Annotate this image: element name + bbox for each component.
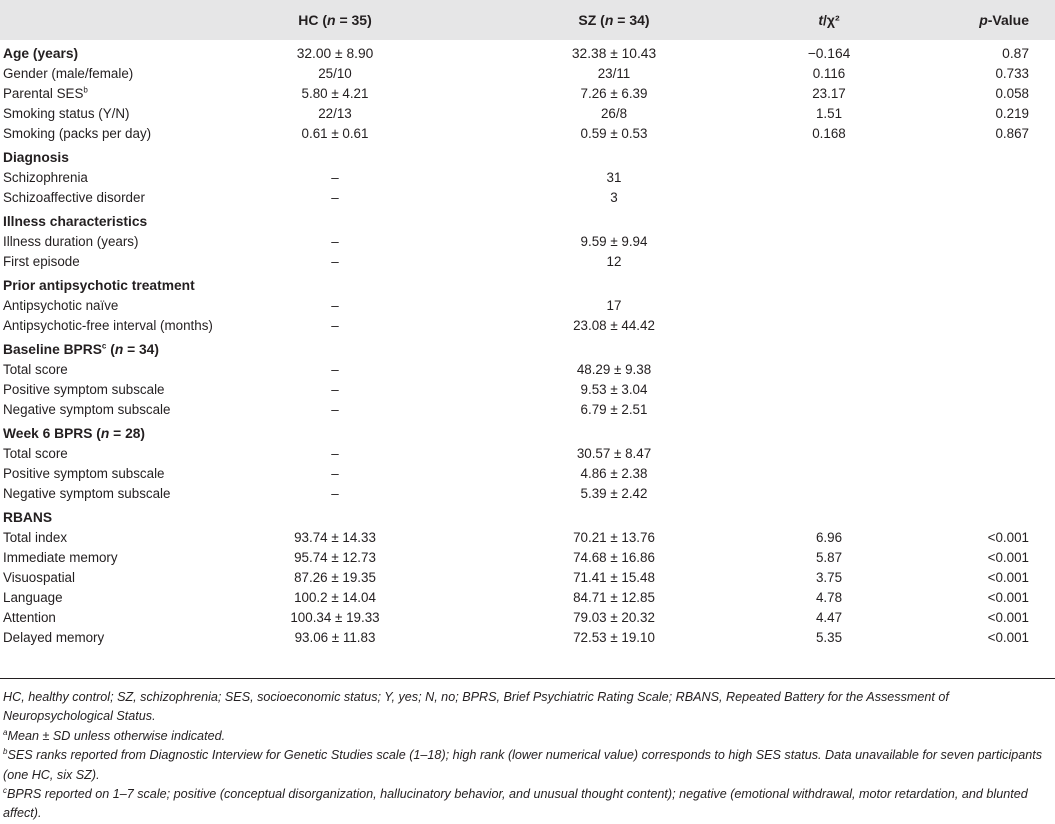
row-label-suffix: ( — [106, 342, 115, 357]
row-label-n: n — [100, 426, 110, 441]
row-label — [3, 316, 213, 336]
hc-value: – — [331, 486, 339, 501]
table-row — [0, 296, 1055, 316]
sz-value: 71.41 ± 15.48 — [573, 570, 655, 585]
section-row — [0, 340, 1055, 360]
row-label-text: Positive symptom subscale — [3, 466, 165, 481]
row-label-text: First episode — [3, 254, 80, 269]
row-label — [3, 400, 170, 420]
table-row — [0, 64, 1055, 84]
sz-value: 23.08 ± 44.42 — [573, 318, 655, 333]
table-row — [0, 444, 1055, 464]
section-heading — [3, 340, 159, 360]
p-value: 0.87 — [1002, 46, 1029, 61]
footnote — [3, 688, 1043, 727]
hc-value: – — [331, 298, 339, 313]
header-hc: HC (n = 35) — [298, 12, 372, 28]
row-label-text: Illness duration (years) — [3, 234, 139, 249]
sz-value: 70.21 ± 13.76 — [573, 530, 655, 545]
row-label — [3, 380, 165, 400]
p-value: <0.001 — [987, 550, 1029, 565]
row-label — [3, 188, 145, 208]
footnote-marker: a — [3, 727, 8, 737]
row-label — [3, 528, 67, 548]
hc-value: – — [331, 402, 339, 417]
row-label-text: Antipsychotic naïve — [3, 298, 119, 313]
hc-value: – — [331, 318, 339, 333]
sz-value: 26/8 — [600, 106, 628, 121]
row-label-text: Parental SES — [3, 86, 84, 101]
sz-value: 3 — [610, 190, 618, 205]
statistic-value: 1.51 — [815, 106, 843, 121]
footnote-text: Mean ± SD unless otherwise indicated. — [7, 728, 226, 743]
row-label — [3, 124, 151, 144]
p-value: <0.001 — [987, 530, 1029, 545]
hc-value: 22/13 — [318, 106, 352, 121]
p-value: <0.001 — [987, 570, 1029, 585]
section-row — [0, 44, 1055, 64]
sz-value: 79.03 ± 20.32 — [573, 610, 655, 625]
statistic-value: 4.47 — [815, 610, 843, 625]
hc-value: – — [331, 254, 339, 269]
p-value: 0.733 — [995, 66, 1029, 81]
table-body — [0, 44, 1055, 648]
hc-value: – — [331, 362, 339, 377]
table-row — [0, 84, 1055, 104]
hc-value: 32.00 ± 8.90 — [296, 46, 374, 61]
row-label-text: Immediate memory — [3, 550, 118, 565]
row-label-text: Total score — [3, 446, 68, 461]
footnote-marker: b — [83, 85, 88, 95]
row-label-suffix: ( — [92, 426, 101, 441]
hc-value: 0.61 ± 0.61 — [301, 126, 369, 141]
statistic-value: −0.164 — [807, 46, 851, 61]
table-row — [0, 188, 1055, 208]
statistic-value: 3.75 — [815, 570, 843, 585]
sz-value: 32.38 ± 10.43 — [571, 46, 657, 61]
hc-value: 95.74 ± 12.73 — [294, 550, 376, 565]
footnote-text: BPRS reported on 1–7 scale; positive (conceptual disorganization, hallucinatory behavior, and unusual thought content); negative (emotional withdrawal, motor retardation, and blunted affect). — [3, 787, 1028, 821]
statistic-value: 6.96 — [815, 530, 843, 545]
section-heading — [3, 44, 78, 64]
statistic-value: 5.87 — [815, 550, 843, 565]
row-label — [3, 84, 88, 104]
sz-value: 6.79 ± 2.51 — [580, 402, 648, 417]
footnote — [3, 785, 1043, 824]
sz-value: 48.29 ± 9.38 — [576, 362, 652, 377]
row-label-text: Negative symptom subscale — [3, 486, 171, 501]
sz-value: 84.71 ± 12.85 — [573, 590, 655, 605]
table-row — [0, 104, 1055, 124]
hc-value: – — [331, 446, 339, 461]
row-label-text: Smoking status (Y/N) — [3, 106, 130, 121]
p-value: 0.058 — [995, 86, 1029, 101]
row-label-suffix: = 34) — [123, 342, 159, 357]
section-heading — [3, 424, 145, 444]
row-label — [3, 608, 56, 628]
section-heading — [3, 508, 52, 528]
row-label-text: Positive symptom subscale — [3, 382, 165, 397]
sz-value: 9.53 ± 3.04 — [580, 382, 648, 397]
header-sz: SZ (n = 34) — [578, 12, 650, 28]
header-statistic: t/χ² — [818, 12, 840, 28]
row-label — [3, 104, 130, 124]
sz-value: 30.57 ± 8.47 — [576, 446, 652, 461]
section-row — [0, 424, 1055, 444]
sz-value: 74.68 ± 16.86 — [573, 550, 655, 565]
row-label-text: Diagnosis — [3, 150, 69, 165]
p-value: <0.001 — [987, 610, 1029, 625]
row-label — [3, 360, 68, 380]
row-label — [3, 568, 75, 588]
table-row — [0, 608, 1055, 628]
table-row — [0, 568, 1055, 588]
row-label-text: Age (years) — [3, 46, 79, 61]
hc-value: – — [331, 382, 339, 397]
sz-value: 23/11 — [597, 66, 631, 81]
hc-value: 25/10 — [318, 66, 352, 81]
section-row — [0, 212, 1055, 232]
table-row — [0, 252, 1055, 272]
row-label — [3, 64, 133, 84]
statistic-value: 0.168 — [812, 126, 846, 141]
table-row — [0, 124, 1055, 144]
statistic-value: 0.116 — [812, 66, 846, 81]
table-row — [0, 232, 1055, 252]
row-label — [3, 588, 63, 608]
row-label-suffix: = 28) — [109, 426, 146, 441]
table-row — [0, 628, 1055, 648]
hc-value: – — [331, 170, 339, 185]
sz-value: 72.53 ± 19.10 — [573, 630, 655, 645]
row-label — [3, 548, 118, 568]
table-row — [0, 168, 1055, 188]
row-label — [3, 168, 88, 188]
sz-value: 0.59 ± 0.53 — [580, 126, 648, 141]
row-label — [3, 296, 118, 316]
table-row — [0, 400, 1055, 420]
footnote-marker: c — [101, 341, 107, 351]
statistic-value: 5.35 — [815, 630, 843, 645]
footnote — [3, 746, 1043, 785]
sz-value: 31 — [606, 170, 622, 185]
hc-value: 93.74 ± 14.33 — [294, 530, 376, 545]
header-p-value: p-Value — [979, 12, 1029, 28]
row-label — [3, 444, 68, 464]
table-row — [0, 528, 1055, 548]
hc-value: 100.2 ± 14.04 — [294, 590, 376, 605]
section-heading — [3, 276, 195, 296]
sz-value: 7.26 ± 6.39 — [580, 86, 648, 101]
table-row — [0, 316, 1055, 336]
table-row — [0, 588, 1055, 608]
section-heading — [3, 148, 69, 168]
sz-value: 9.59 ± 9.94 — [580, 234, 648, 249]
row-label-text: Prior antipsychotic treatment — [3, 278, 195, 293]
row-label-text: Illness characteristics — [3, 214, 148, 229]
section-row — [0, 508, 1055, 528]
sz-value: 12 — [606, 254, 622, 269]
row-label-text: Total score — [3, 362, 68, 377]
p-value: <0.001 — [987, 590, 1029, 605]
section-heading — [3, 212, 147, 232]
statistic-value: 4.78 — [815, 590, 843, 605]
row-label-text: Week 6 BPRS — [3, 426, 93, 441]
row-label — [3, 252, 80, 272]
p-value: <0.001 — [987, 630, 1029, 645]
footnote-text: HC, healthy control; SZ, schizophrenia; SES, socioeconomic status; Y, yes; N, no; BPRS, Brief Psychiatric Rating Scale; RBANS, Repeated Battery for the Assessment of Neuropsychological Status. — [3, 690, 949, 724]
table-row — [0, 484, 1055, 504]
statistic-value: 23.17 — [812, 86, 846, 101]
table-header — [0, 0, 1055, 40]
footnote-marker: b — [3, 747, 8, 757]
p-value: 0.219 — [995, 106, 1029, 121]
row-label-text: Total index — [3, 530, 68, 545]
table-row — [0, 548, 1055, 568]
row-label-text: Language — [3, 590, 63, 605]
table-row — [0, 360, 1055, 380]
row-label-text: Smoking (packs per day) — [3, 126, 152, 141]
hc-value: 100.34 ± 19.33 — [290, 610, 380, 625]
hc-value: 87.26 ± 19.35 — [294, 570, 376, 585]
hc-value: – — [331, 234, 339, 249]
section-row — [0, 276, 1055, 296]
table-footnotes — [3, 688, 1043, 824]
row-label-text: Baseline BPRS — [3, 342, 102, 357]
row-label-text: Schizoaffective disorder — [3, 190, 145, 205]
table-row — [0, 380, 1055, 400]
table-bottom-rule — [0, 678, 1055, 679]
hc-value: – — [331, 190, 339, 205]
row-label — [3, 464, 165, 484]
row-label — [3, 484, 170, 504]
row-label-text: RBANS — [3, 510, 53, 525]
row-label-text: Antipsychotic-free interval (months) — [3, 318, 213, 333]
hc-value: 93.06 ± 11.83 — [294, 630, 376, 645]
row-label-text: Negative symptom subscale — [3, 402, 171, 417]
row-label-text: Attention — [3, 610, 56, 625]
section-row — [0, 148, 1055, 168]
sz-value: 17 — [606, 298, 622, 313]
row-label — [3, 232, 138, 252]
sz-value: 4.86 ± 2.38 — [580, 466, 648, 481]
row-label-text: Delayed memory — [3, 630, 105, 645]
row-label-text: Visuospatial — [3, 570, 75, 585]
row-label-n: n — [114, 342, 124, 357]
p-value: 0.867 — [995, 126, 1029, 141]
row-label-text: Gender (male/female) — [3, 66, 134, 81]
row-label — [3, 628, 104, 648]
table-row — [0, 464, 1055, 484]
footnote-marker: c — [3, 785, 7, 795]
footnote-text: SES ranks reported from Diagnostic Interview for Genetic Studies scale (1–18); high rank (lower numerical value) corresponds to high SES status. Data unavailable for seven participants (one HC, six SZ). — [3, 748, 1043, 782]
footnote — [3, 727, 1043, 746]
sz-value: 5.39 ± 2.42 — [580, 486, 648, 501]
row-label-text: Schizophrenia — [3, 170, 88, 185]
hc-value: – — [331, 466, 339, 481]
hc-value: 5.80 ± 4.21 — [301, 86, 369, 101]
